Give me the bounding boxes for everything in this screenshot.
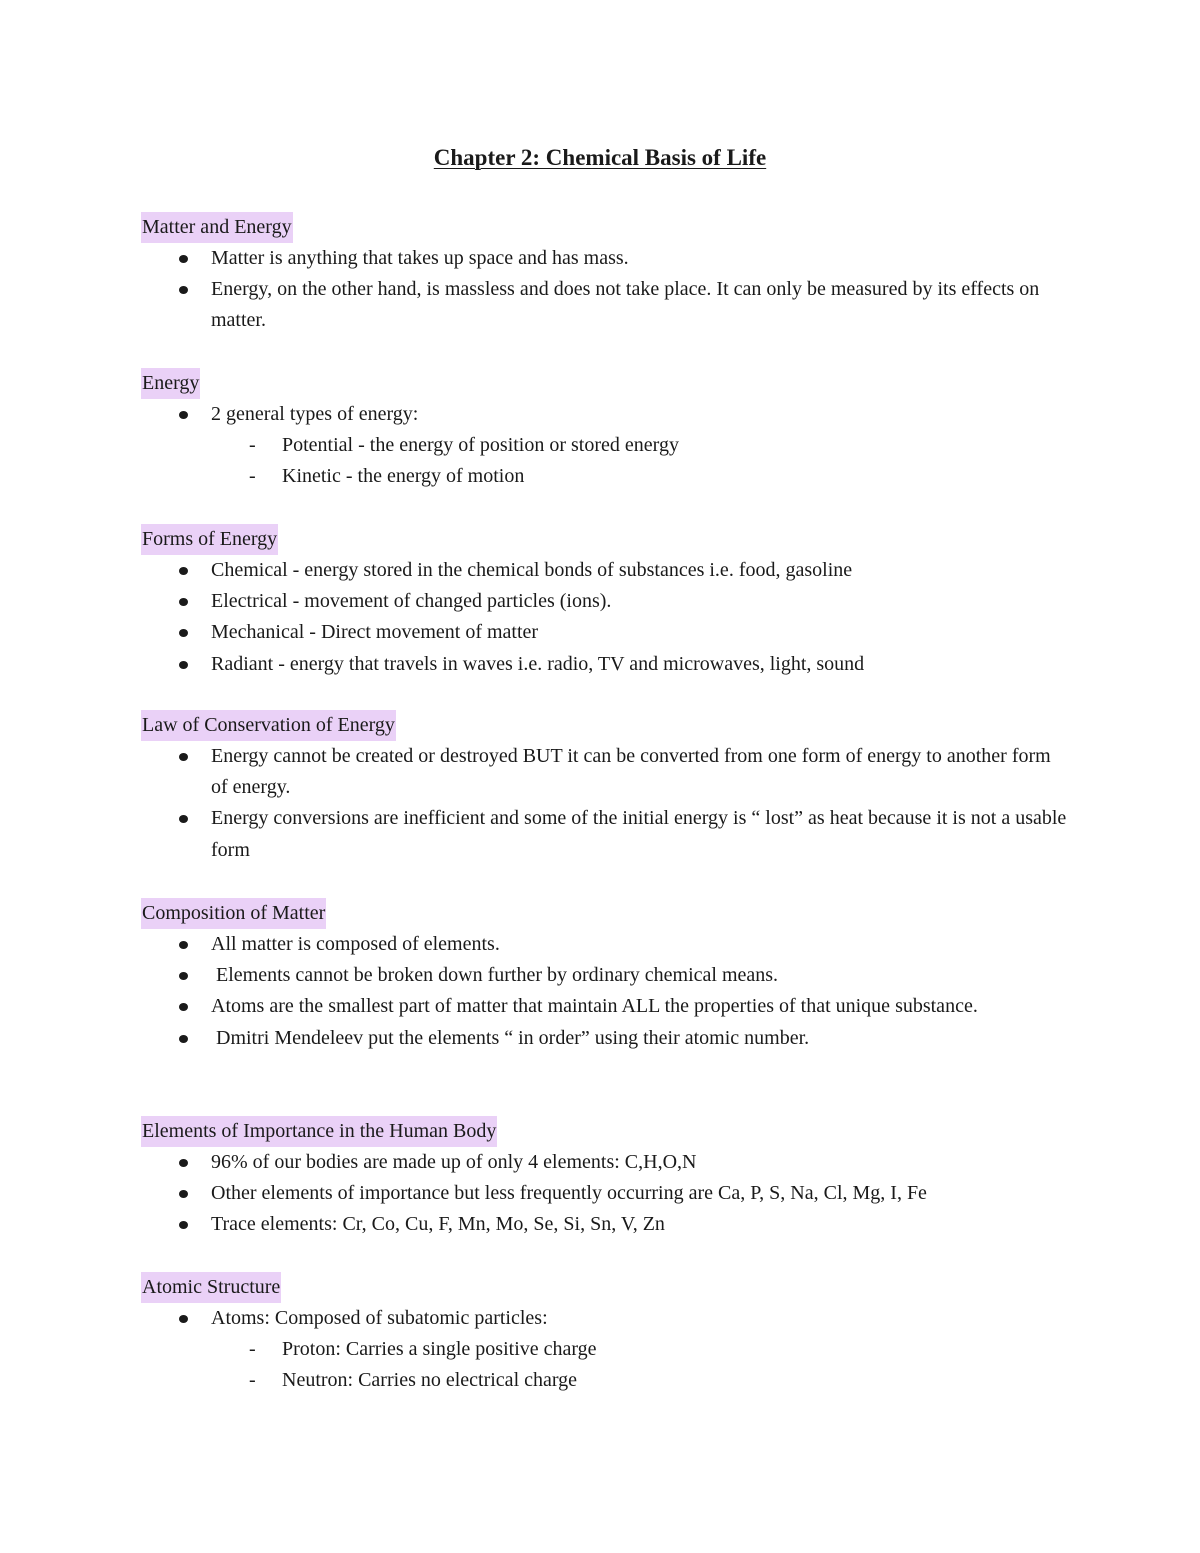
list-item — [141, 960, 1071, 991]
list-item — [141, 1147, 1071, 1178]
list-item-text: Matter is anything that takes up space and has mass. — [211, 247, 629, 269]
list-item — [141, 649, 1071, 680]
bullet-icon — [179, 1315, 188, 1323]
section-energy — [141, 368, 1071, 493]
bullet-icon — [179, 753, 188, 761]
list-item-text: All matter is composed of elements. — [211, 933, 500, 955]
section-heading: Law of Conservation of Energy — [141, 710, 396, 741]
bullet-icon — [179, 1035, 188, 1043]
list-item — [141, 991, 1071, 1022]
sub-list-item — [211, 1334, 1071, 1365]
bullet-icon — [179, 661, 188, 669]
bullet-icon — [179, 629, 188, 637]
bullet-icon — [179, 411, 188, 419]
bullet-icon — [179, 286, 188, 294]
list-item-text: Energy, on the other hand, is massless and does not take place. It can only be measured by its effects on matter. — [211, 278, 1040, 332]
sub-list-item-text: Neutron: Carries no electrical charge — [282, 1369, 578, 1392]
bullet-icon — [179, 1221, 188, 1229]
section-heading: Atomic Structure — [141, 1272, 281, 1303]
section-heading: Elements of Importance in the Human Body — [141, 1116, 497, 1147]
sub-list — [211, 430, 1071, 492]
bullet-list — [141, 1147, 1071, 1241]
page-title-text: Chapter 2: Chemical Basis of Life — [433, 145, 767, 170]
list-item — [141, 929, 1071, 960]
list-item-text: Atoms: Composed of subatomic particles: — [211, 1307, 548, 1329]
list-item-text: 2 general types of energy: — [211, 403, 419, 425]
bullet-list — [141, 399, 1071, 493]
list-item-text: Other elements of importance but less frequently occurring are Ca, P, S, Na, Cl, Mg, I, Fe — [211, 1182, 927, 1205]
bullet-list — [141, 555, 1071, 680]
sub-list-item — [211, 430, 1071, 461]
bullet-icon — [179, 815, 188, 823]
list-item-text: Elements cannot be broken down further by ordinary chemical means. — [216, 964, 779, 987]
sub-list-item-text: Potential - the energy of position or stored energy — [282, 434, 679, 457]
list-item-text: Dmitri Mendeleev put the elements “ in order” using their atomic number. — [216, 1026, 810, 1049]
bullet-list — [141, 929, 1071, 1054]
page-title — [0, 142, 1200, 174]
list-item-text: Electrical - movement of changed particles (ions). — [211, 590, 612, 613]
section-heading: Energy — [141, 368, 200, 399]
list-item — [141, 1303, 1071, 1397]
list-item-text: Radiant - energy that travels in waves i.e. radio, TV and microwaves, light, sound — [211, 652, 865, 675]
bullet-icon — [179, 1159, 188, 1167]
list-item-text: Energy conversions are inefficient and some of the initial energy is “ lost” as heat because it is not a usable form — [211, 807, 1067, 861]
list-item — [141, 741, 1071, 803]
dash-icon: - — [249, 465, 256, 488]
sub-list-item-text: Proton: Carries a single positive charge — [282, 1338, 597, 1361]
dash-icon: - — [249, 434, 256, 457]
list-item-text: Atoms are the smallest part of matter that maintain ALL the properties of that unique substance. — [211, 995, 978, 1018]
section-composition-of-matter — [141, 898, 1071, 1054]
sub-list-item — [211, 1365, 1071, 1396]
list-item — [141, 399, 1071, 493]
bullet-list — [141, 243, 1071, 337]
list-item — [141, 1023, 1071, 1054]
sub-list — [211, 1334, 1071, 1396]
sub-list-item — [211, 461, 1071, 492]
bullet-list — [141, 1303, 1071, 1397]
bullet-icon — [179, 255, 188, 263]
list-item — [141, 617, 1071, 648]
bullet-icon — [179, 567, 188, 575]
bullet-icon — [179, 1003, 188, 1011]
bullet-icon — [179, 1190, 188, 1198]
bullet-icon — [179, 941, 188, 949]
list-item — [141, 1209, 1071, 1240]
section-elements-of-importance — [141, 1116, 1071, 1241]
section-atomic-structure — [141, 1272, 1071, 1397]
section-heading: Composition of Matter — [141, 898, 326, 929]
section-forms-of-energy — [141, 524, 1071, 680]
bullet-icon — [179, 598, 188, 606]
list-item-text: Chemical - energy stored in the chemical bonds of substances i.e. food, gasoline — [211, 559, 853, 581]
list-item — [141, 803, 1071, 865]
sub-list-item-text: Kinetic - the energy of motion — [282, 465, 525, 488]
list-item — [141, 586, 1071, 617]
dash-icon: - — [249, 1369, 256, 1392]
section-heading: Matter and Energy — [141, 212, 293, 243]
list-item-text: Trace elements: Cr, Co, Cu, F, Mn, Mo, Se, Si, Sn, V, Zn — [211, 1213, 665, 1236]
list-item-text: 96% of our bodies are made up of only 4 elements: C,H,O,N — [211, 1151, 697, 1173]
list-item — [141, 1178, 1071, 1209]
list-item — [141, 243, 1071, 274]
list-item — [141, 274, 1071, 336]
list-item — [141, 555, 1071, 586]
section-matter-and-energy — [141, 212, 1071, 337]
dash-icon: - — [249, 1338, 256, 1361]
list-item-text: Mechanical - Direct movement of matter — [211, 621, 539, 644]
bullet-list — [141, 741, 1071, 866]
section-law-of-conservation — [141, 710, 1071, 866]
section-heading: Forms of Energy — [141, 524, 278, 555]
list-item-text: Energy cannot be created or destroyed BUT it can be converted from one form of energy to another form of energy. — [211, 745, 1051, 799]
bullet-icon — [179, 972, 188, 980]
